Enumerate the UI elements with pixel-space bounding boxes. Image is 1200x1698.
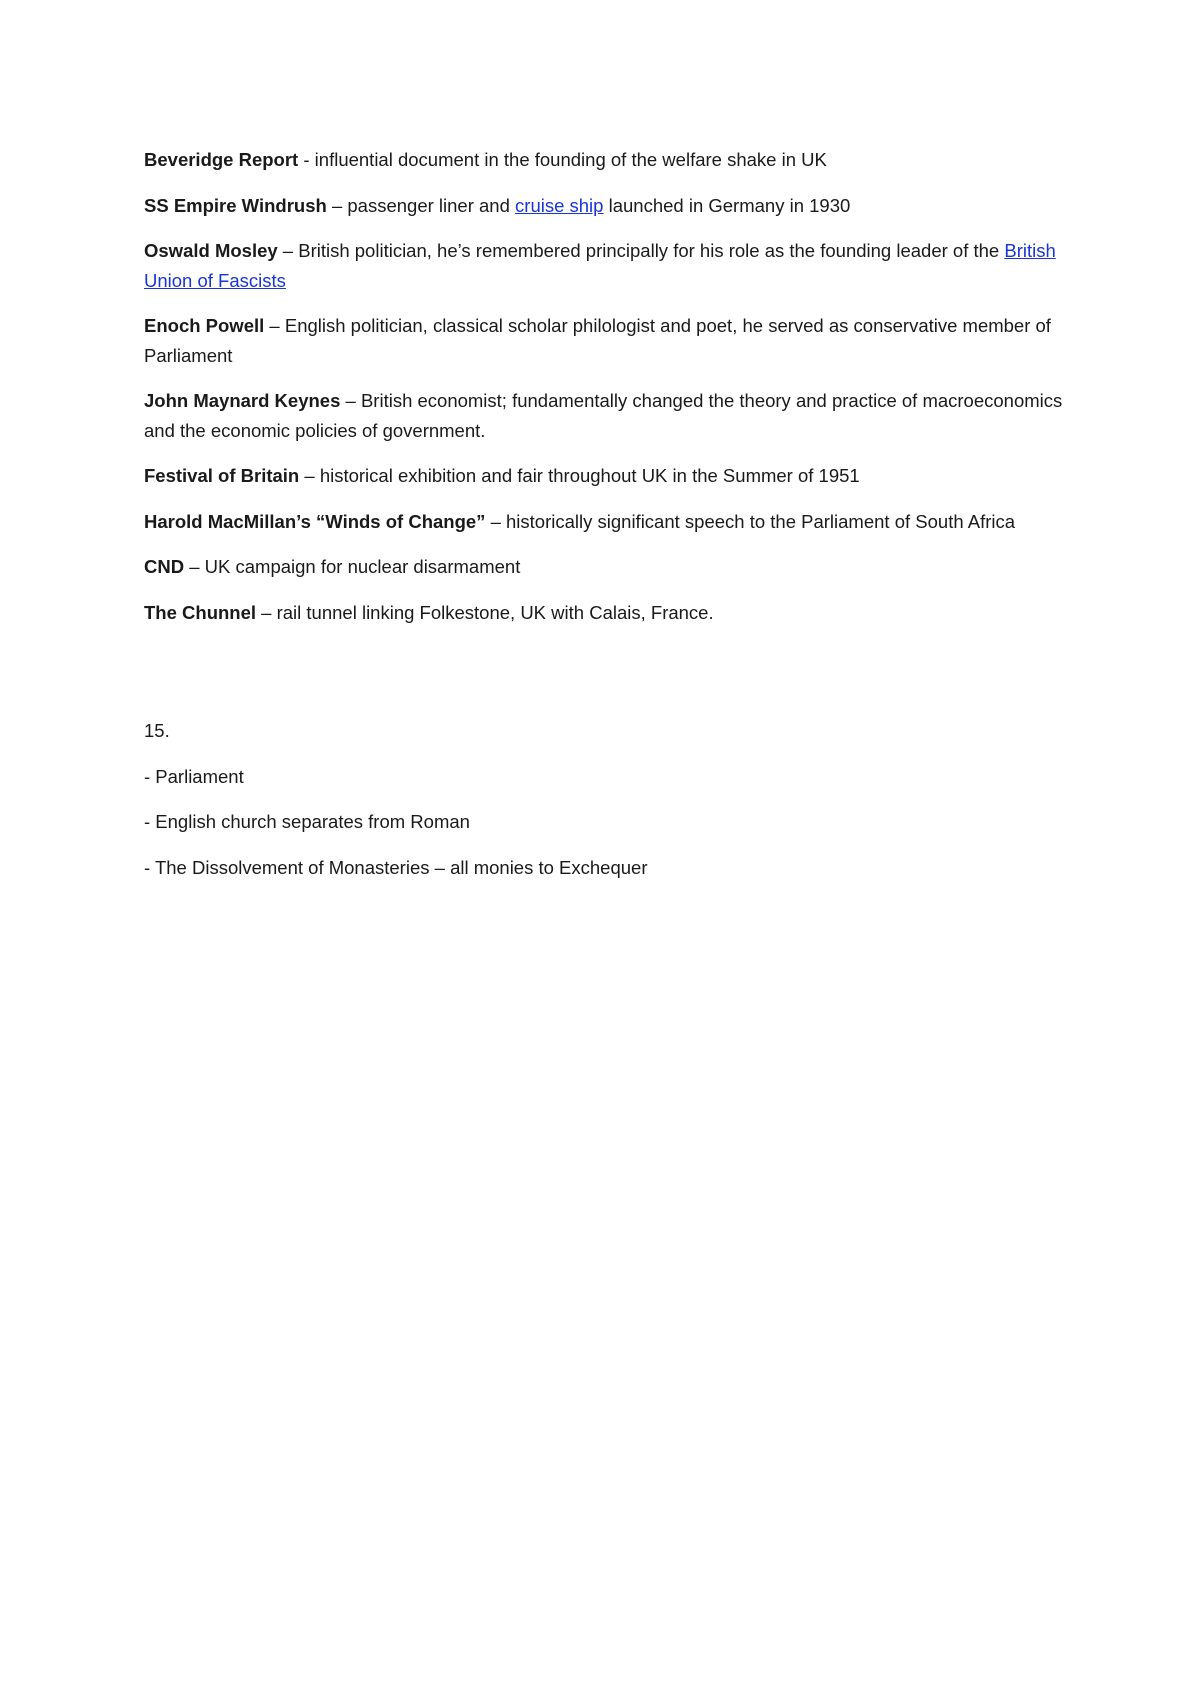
entry-term: SS Empire Windrush <box>144 194 327 216</box>
entry-term: Beveridge Report <box>144 149 299 170</box>
entry-definition: British politician, he’s remembered principally for his role as the founding leader of the <box>298 240 1005 261</box>
entry-definition: rail tunnel linking Folkestone, UK with Calais, France. <box>276 601 714 623</box>
list-item: - Parliament <box>144 765 244 787</box>
entry-john-maynard-keynes: John Maynard Keynes – British economist; fundamentally changed the theory and practice of macroeconomics and the economic policies of government. <box>144 390 1063 441</box>
entry-definition: British economist; fundamentally changed the theory and practice of macroeconomics and the economic policies of government. <box>144 390 1063 441</box>
section-number: 15. <box>144 720 170 741</box>
entry-term: Festival of Britain <box>144 465 300 486</box>
list-item: - English church separates from Roman <box>144 811 470 832</box>
entry-definition: English politician, classical scholar philologist and poet, he served as conservative member of Parliament <box>144 315 1051 366</box>
entry-the-chunnel: The Chunnel – rail tunnel linking Folkestone, UK with Calais, France. <box>144 601 714 623</box>
entry-definition: historically significant speech to the Parliament of South Africa <box>506 510 1016 532</box>
entry-festival-of-britain: Festival of Britain – historical exhibition and fair throughout UK in the Summer of 1951 <box>144 465 860 486</box>
entry-cnd: CND – UK campaign for nuclear disarmament <box>144 556 521 577</box>
glossary <box>144 145 1069 643</box>
entry-oswald-mosley: Oswald Mosley – British politician, he’s remembered principally for his role as the founding leader of the British Union of Fascists <box>144 240 1056 291</box>
entry-enoch-powell: Enoch Powell – English politician, classical scholar philologist and poet, he served as conservative member of Parliament <box>144 315 1051 366</box>
list-item: - The Dissolvement of Monasteries – all monies to Exchequer <box>144 856 648 878</box>
entry-definition: passenger liner and <box>347 194 516 216</box>
entry-term: John Maynard Keynes <box>144 390 341 411</box>
entry-term: Harold MacMillan’s “Winds of Change” <box>144 510 486 532</box>
entry-term: The Chunnel <box>144 601 257 623</box>
entry-term: CND <box>144 556 185 577</box>
entry-definition: historical exhibition and fair throughout UK in the Summer of 1951 <box>319 465 860 486</box>
entry-definition: influential document in the founding of the welfare shake in UK <box>314 149 827 170</box>
section-15 <box>144 716 1069 898</box>
entry-empire-windrush: SS Empire Windrush – passenger liner and cruise ship launched in Germany in 1930 <box>144 194 851 216</box>
entry-definition: UK campaign for nuclear disarmament <box>204 556 521 577</box>
entry-winds-of-change: Harold MacMillan’s “Winds of Change” – historically significant speech to the Parliament of South Africa <box>144 510 1016 532</box>
cruise-ship-link[interactable]: cruise ship <box>515 194 604 216</box>
entry-term: Oswald Mosley <box>144 240 278 261</box>
entry-beveridge-report: Beveridge Report - influential document in the founding of the welfare shake in UK <box>144 149 827 170</box>
entry-term: Enoch Powell <box>144 315 265 336</box>
british-union-of-fascists-link[interactable]: British Union of Fascists <box>144 240 1056 291</box>
